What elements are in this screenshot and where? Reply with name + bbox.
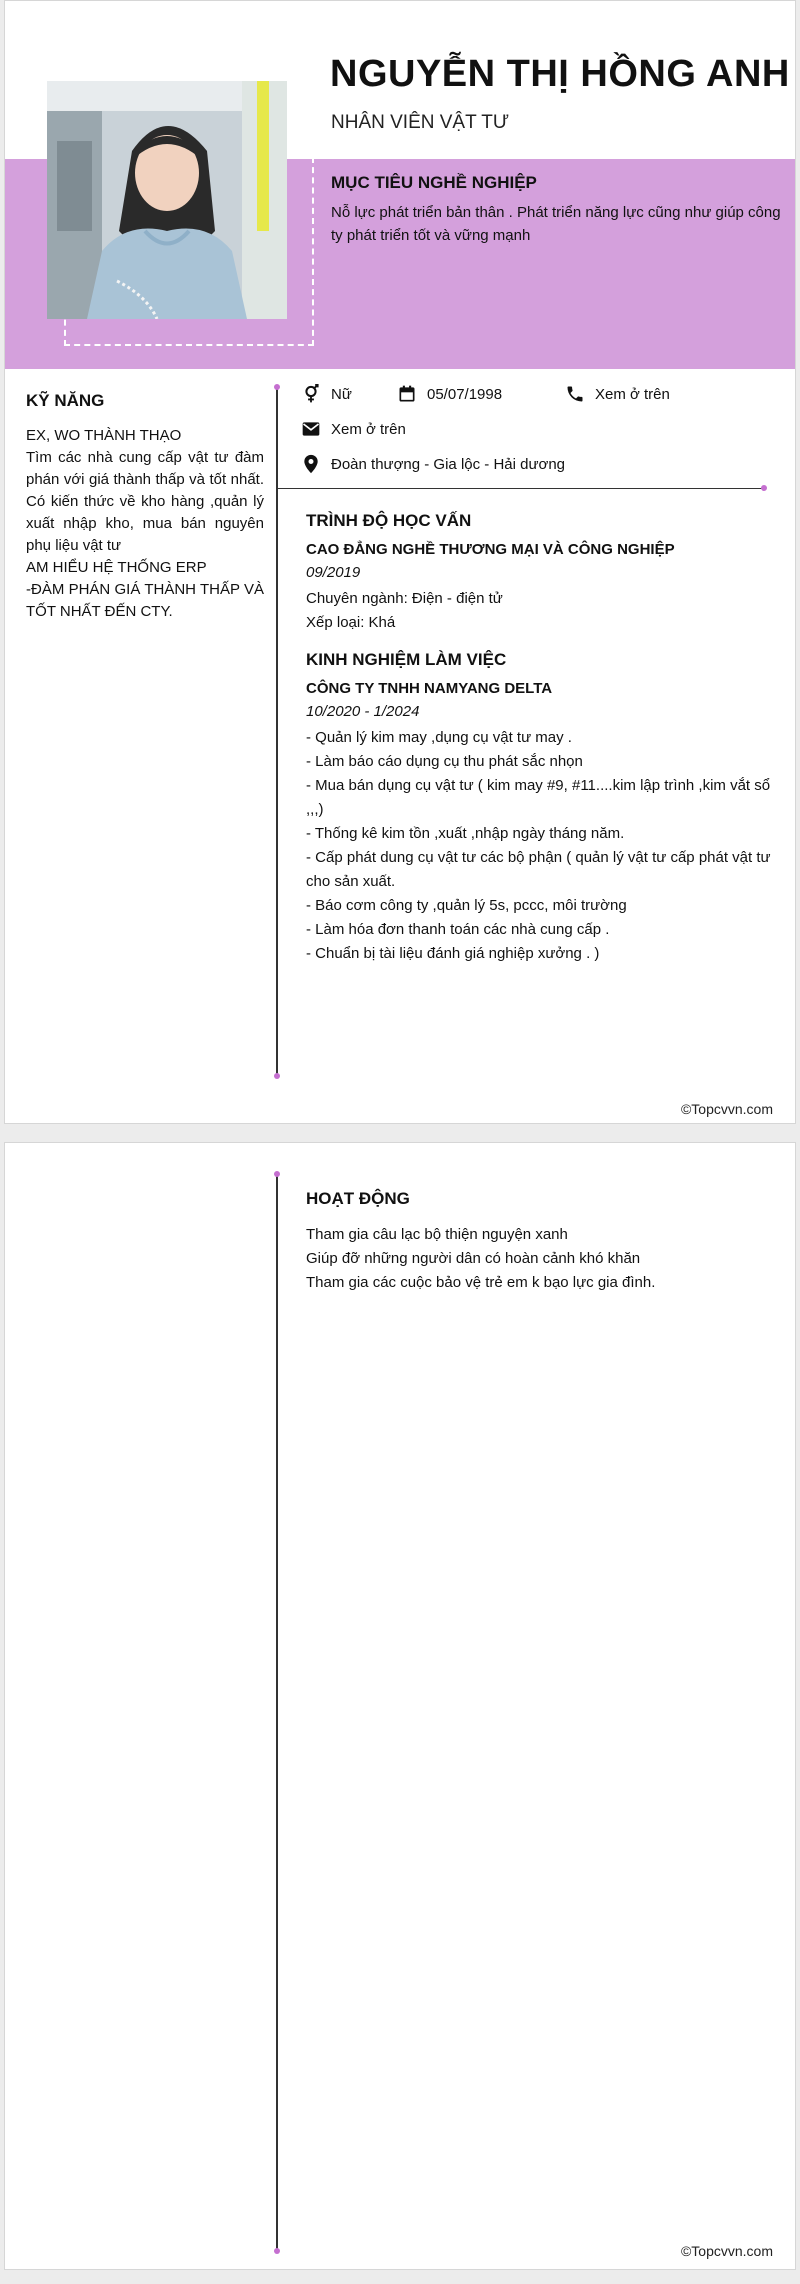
divider-dot bbox=[761, 485, 767, 491]
experience-item: - Làm báo cáo dụng cụ thu phát sắc nhọn bbox=[306, 753, 583, 770]
experience-date: 10/2020 - 1/2024 bbox=[306, 703, 420, 720]
objective-heading: MỤC TIÊU NGHỀ NGHIỆP bbox=[331, 173, 537, 192]
phone-icon bbox=[565, 384, 585, 404]
experience-item: - Làm hóa đơn thanh toán các nhà cung cấp . bbox=[306, 921, 610, 938]
footer-watermark: ©Topcvvn.com bbox=[680, 1101, 773, 1117]
timeline-dot-bottom bbox=[274, 2248, 280, 2254]
gender-icon bbox=[301, 384, 321, 404]
map-pin-icon bbox=[301, 454, 321, 474]
skills-heading: KỸ NĂNG bbox=[26, 391, 105, 410]
activity-item: Giúp đỡ những người dân có hoàn cảnh khó khăn bbox=[306, 1250, 641, 1267]
contact-divider bbox=[277, 488, 763, 489]
activity-item: Tham gia các cuộc bảo vệ trẻ em k bạo lực gia đình. bbox=[306, 1274, 656, 1291]
experience-heading: KINH NGHIỆM LÀM VIỆC bbox=[306, 650, 507, 669]
skill-line: AM HIỂU HỆ THỐNG ERP bbox=[26, 559, 207, 576]
phone-value: Xem ở trên bbox=[595, 385, 670, 403]
gender-value: Nữ bbox=[331, 385, 352, 403]
objective-text: Nỗ lực phát triển bản thân . Phát triển năng lực cũng như giúp công ty phát triển tốt và vững mạnh bbox=[331, 204, 781, 244]
contact-phone bbox=[565, 384, 670, 404]
skill-line: -ĐÀM PHÁN GIÁ THÀNH THẤP VÀ TỐT NHẤT ĐẾN CTY. bbox=[26, 581, 264, 620]
birthday-value: 05/07/1998 bbox=[427, 385, 503, 403]
calendar-icon bbox=[397, 384, 417, 404]
contact-gender bbox=[301, 384, 352, 404]
education-major: Chuyên ngành: Điện - điện tử bbox=[306, 590, 503, 607]
timeline-dot-top bbox=[274, 1171, 280, 1177]
objective-section bbox=[331, 173, 791, 247]
experience-item: - Cấp phát dung cụ vật tư các bộ phận ( quản lý vật tư cấp phát vật tư cho sản xuất. bbox=[306, 849, 771, 890]
candidate-name: NGUYỄN THỊ HỒNG ANH bbox=[330, 53, 790, 95]
timeline-line bbox=[276, 1173, 278, 2251]
experience-item: - Mua bán dụng cụ vật tư ( kim may #9, #11....kim lập trình ,kim vắt sổ ,,,) bbox=[306, 777, 771, 818]
skill-line: EX, WO THÀNH THẠO bbox=[26, 427, 182, 444]
job-title: NHÂN VIÊN VẬT TƯ bbox=[331, 112, 510, 133]
education-rank: Xếp loại: Khá bbox=[306, 614, 396, 631]
education-section bbox=[306, 511, 776, 635]
timeline-dot-bottom bbox=[274, 1073, 280, 1079]
education-date: 09/2019 bbox=[306, 564, 361, 581]
experience-item: - Báo cơm công ty ,quản lý 5s, pccc, môi trường bbox=[306, 897, 627, 914]
contact-email bbox=[301, 419, 406, 439]
contact-address bbox=[301, 454, 565, 474]
cv-page-1 bbox=[4, 0, 796, 1124]
activities-section bbox=[306, 1189, 776, 1295]
experience-item: - Quản lý kim may ,dụng cụ vật tư may . bbox=[306, 729, 572, 746]
activities-heading: HOẠT ĐỘNG bbox=[306, 1189, 410, 1208]
skills-section bbox=[26, 391, 264, 623]
timeline-dot-top bbox=[274, 384, 280, 390]
envelope-icon bbox=[301, 419, 321, 439]
experience-item: - Thống kê kim tồn ,xuất ,nhập ngày tháng năm. bbox=[306, 825, 625, 842]
experience-item: - Chuẩn bị tài liệu đánh giá nghiệp xưởng . ) bbox=[306, 945, 600, 962]
footer-watermark: ©Topcvvn.com bbox=[680, 2243, 773, 2259]
profile-photo bbox=[47, 81, 287, 319]
timeline-line bbox=[276, 386, 278, 1076]
company-name: CÔNG TY TNHH NAMYANG DELTA bbox=[306, 680, 553, 697]
skill-line: Tìm các nhà cung cấp vật tư đàm phán với giá thành thấp và tốt nhất. Có kiến thức về kho hàng ,quản lý xuất nhập kho, mua bán nguyên phụ liệu vật tư bbox=[26, 449, 264, 554]
email-value: Xem ở trên bbox=[331, 420, 406, 438]
education-heading: TRÌNH ĐỘ HỌC VẤN bbox=[306, 511, 472, 530]
contact-birthday bbox=[397, 384, 502, 404]
school-name: CAO ĐẲNG NGHỀ THƯƠNG MẠI VÀ CÔNG NGHIỆP bbox=[306, 541, 675, 558]
address-value: Đoàn thượng - Gia lộc - Hải dương bbox=[331, 455, 566, 473]
cv-page-2 bbox=[4, 1142, 796, 2270]
activity-item: Tham gia câu lạc bộ thiện nguyện xanh bbox=[306, 1226, 568, 1243]
experience-section bbox=[306, 650, 776, 966]
